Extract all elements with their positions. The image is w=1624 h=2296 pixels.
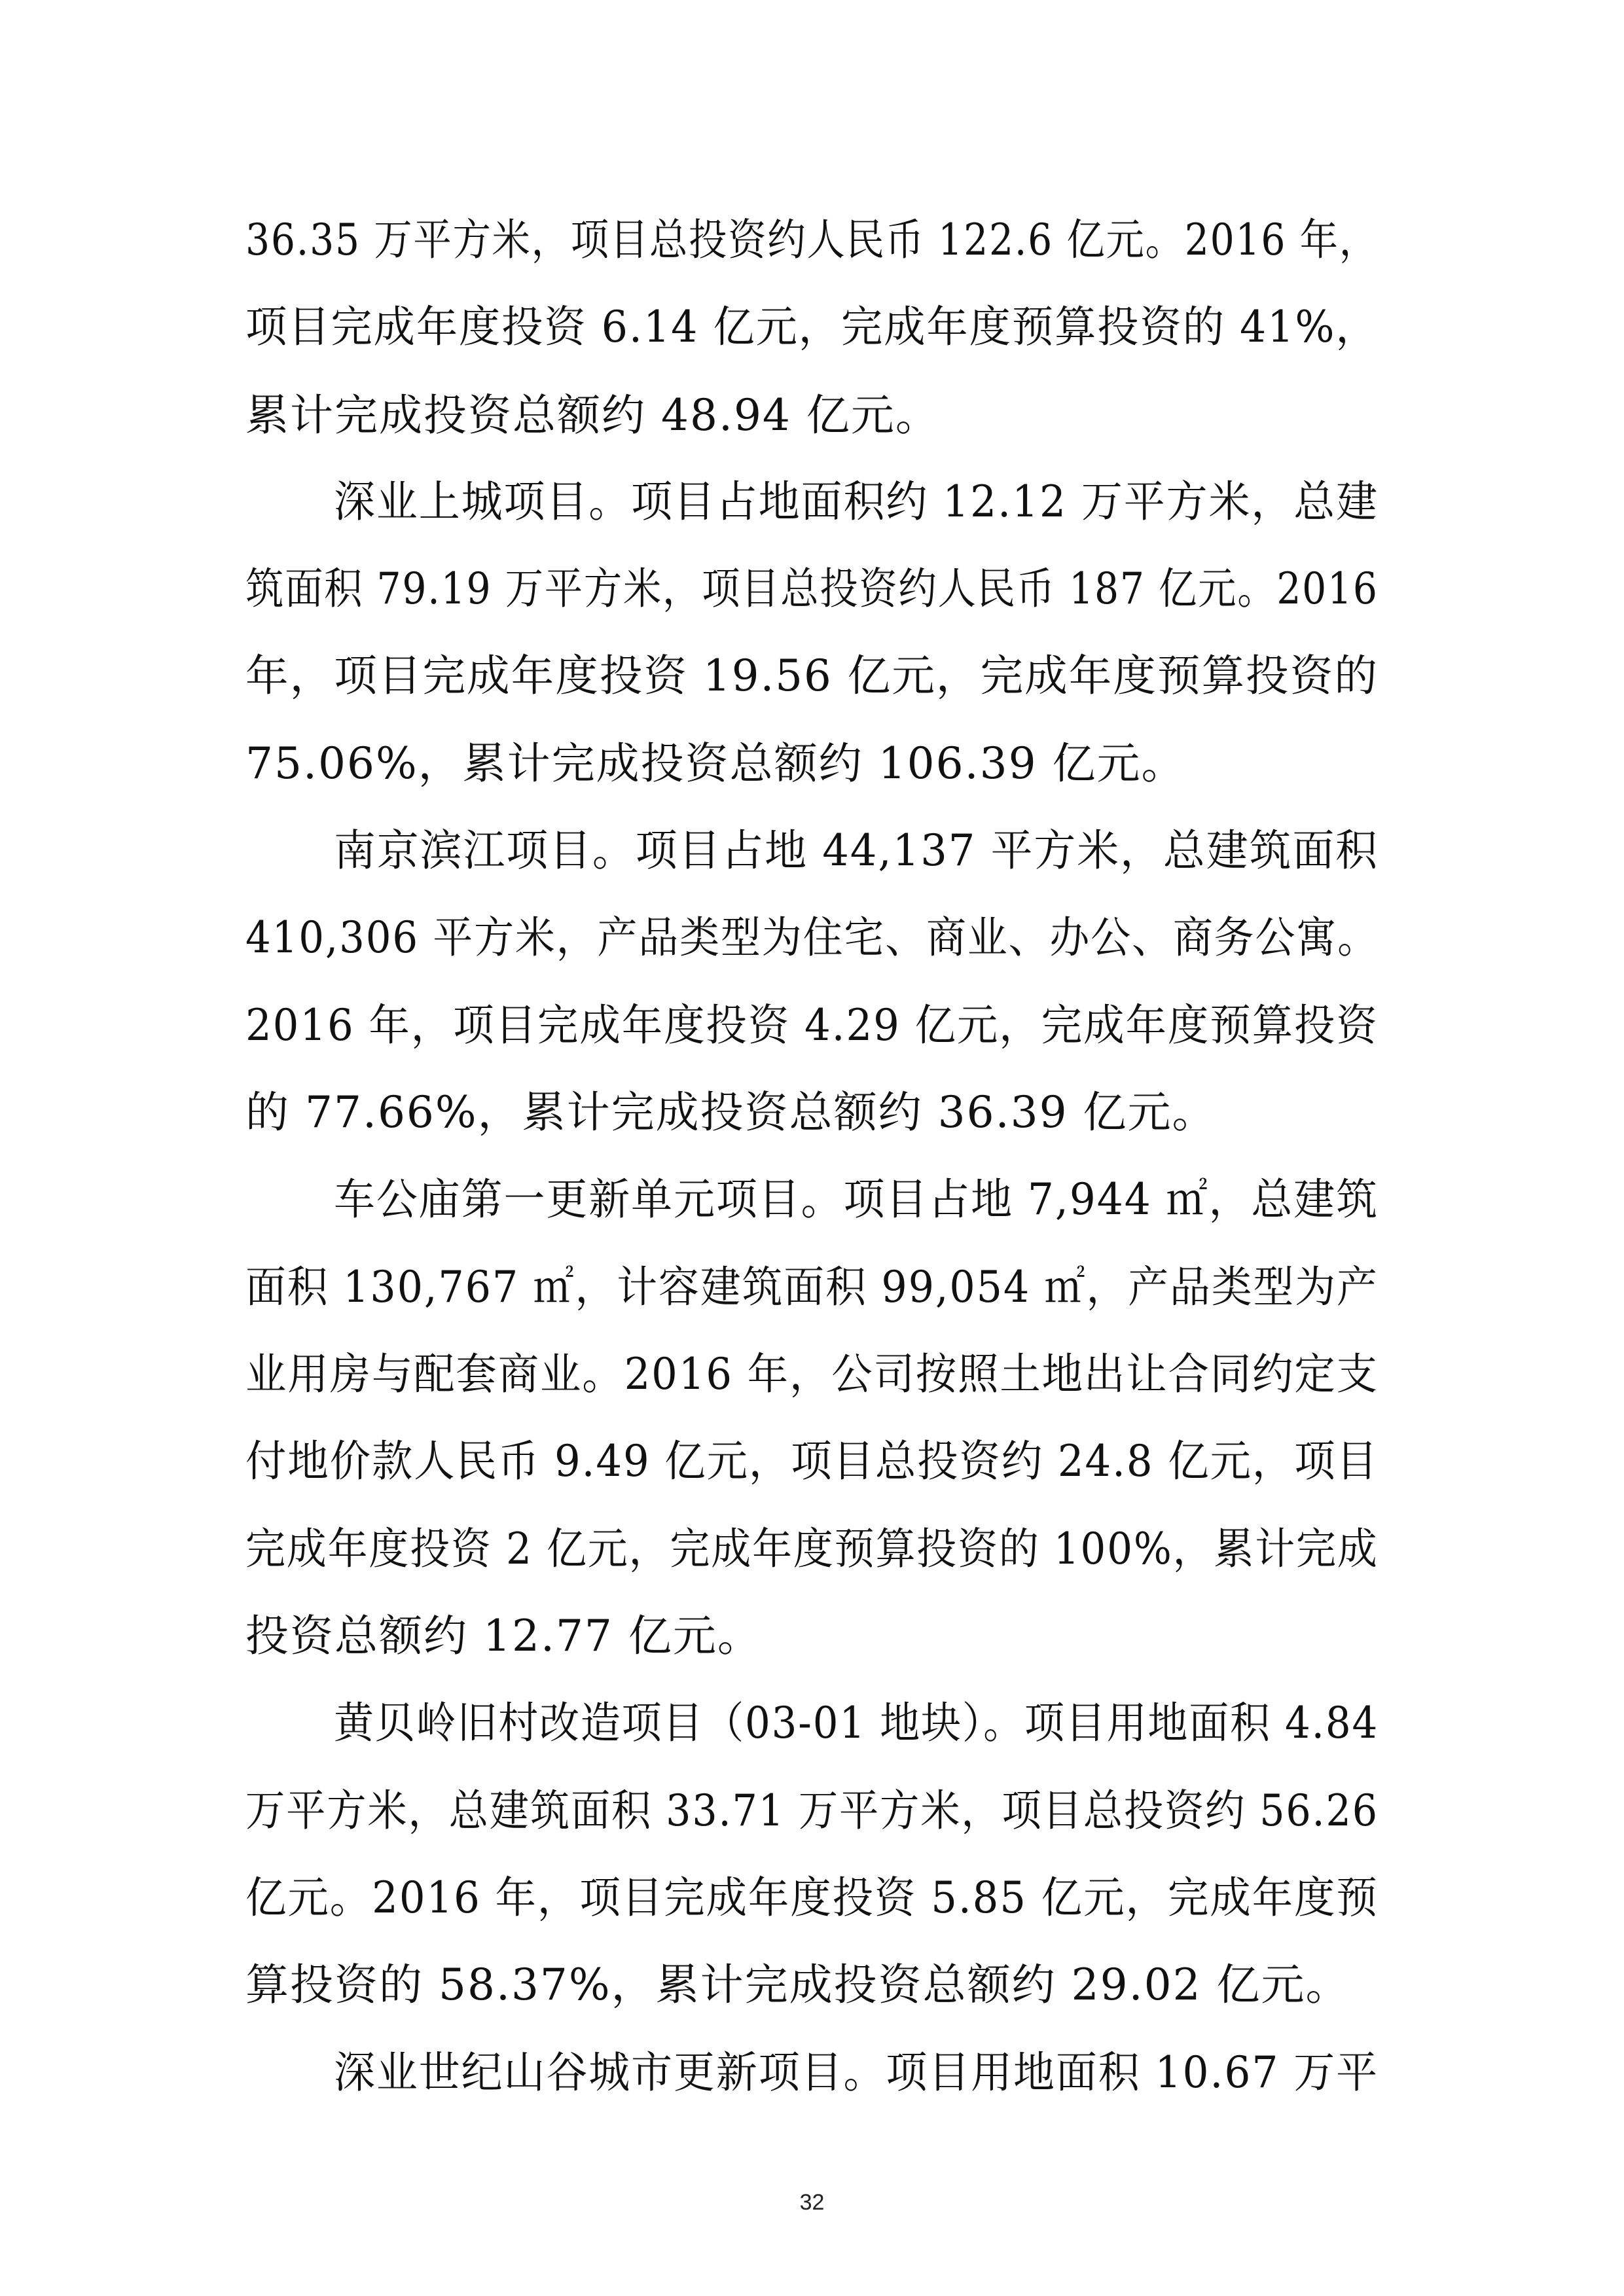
- text-line: 付地价款人民币 9.49 亿元，项目总投资约 24.8 亿元，项目: [245, 1436, 1379, 1486]
- text-line: 36.35 万平方米，项目总投资约人民币 122.6 亿元。2016 年，: [245, 215, 1379, 265]
- text-line: 75.06%，累计完成投资总额约 106.39 亿元。: [245, 738, 1186, 789]
- text-line: 业用房与配套商业。2016 年，公司按照土地出让合同约定支: [245, 1349, 1379, 1399]
- text-line: 投资总额约 12.77 亿元。: [245, 1611, 762, 1661]
- text-line: 南京滨江项目。项目占地 44,137 平方米，总建筑面积: [334, 825, 1379, 876]
- text-line: 2016 年，项目完成年度投资 4.29 亿元，完成年度预算投资: [245, 1000, 1379, 1050]
- text-line: 深业世纪山谷城市更新项目。项目用地面积 10.67 万平: [334, 2047, 1379, 2098]
- text-line: 完成年度投资 2 亿元，完成年度预算投资的 100%，累计完成: [245, 1524, 1379, 1574]
- text-line: 年，项目完成年度投资 19.56 亿元，完成年度预算投资的: [245, 651, 1379, 701]
- text-line: 面积 130,767 ㎡，计容建筑面积 99,054 ㎡，产品类型为产: [245, 1262, 1379, 1312]
- text-line: 黄贝岭旧村改造项目（03-01 地块）。项目用地面积 4.84: [334, 1698, 1379, 1748]
- text-line: 的 77.66%，累计完成投资总额约 36.39 亿元。: [245, 1087, 1217, 1138]
- text-line: 深业上城项目。项目占地面积约 12.12 万平方米，总建: [334, 476, 1379, 527]
- text-line: 亿元。2016 年，项目完成年度投资 5.85 亿元，完成年度预: [245, 1873, 1379, 1923]
- text-line: 累计完成投资总额约 48.94 亿元。: [245, 390, 940, 440]
- text-line: 筑面积 79.19 万平方米，项目总投资约人民币 187 亿元。2016: [245, 564, 1379, 614]
- text-line: 算投资的 58.37%，累计完成投资总额约 29.02 亿元。: [245, 1960, 1350, 2010]
- text-line: 项目完成年度投资 6.14 亿元，完成年度预算投资的 41%，: [245, 302, 1379, 352]
- text-line: 万平方米，总建筑面积 33.71 万平方米，项目总投资约 56.26: [245, 1785, 1379, 1836]
- page-number: 32: [799, 2190, 825, 2215]
- text-line: 车公庙第一更新单元项目。项目占地 7,944 ㎡，总建筑: [334, 1174, 1379, 1225]
- text-line: 410,306 平方米，产品类型为住宅、商业、办公、商务公寓。: [245, 912, 1379, 963]
